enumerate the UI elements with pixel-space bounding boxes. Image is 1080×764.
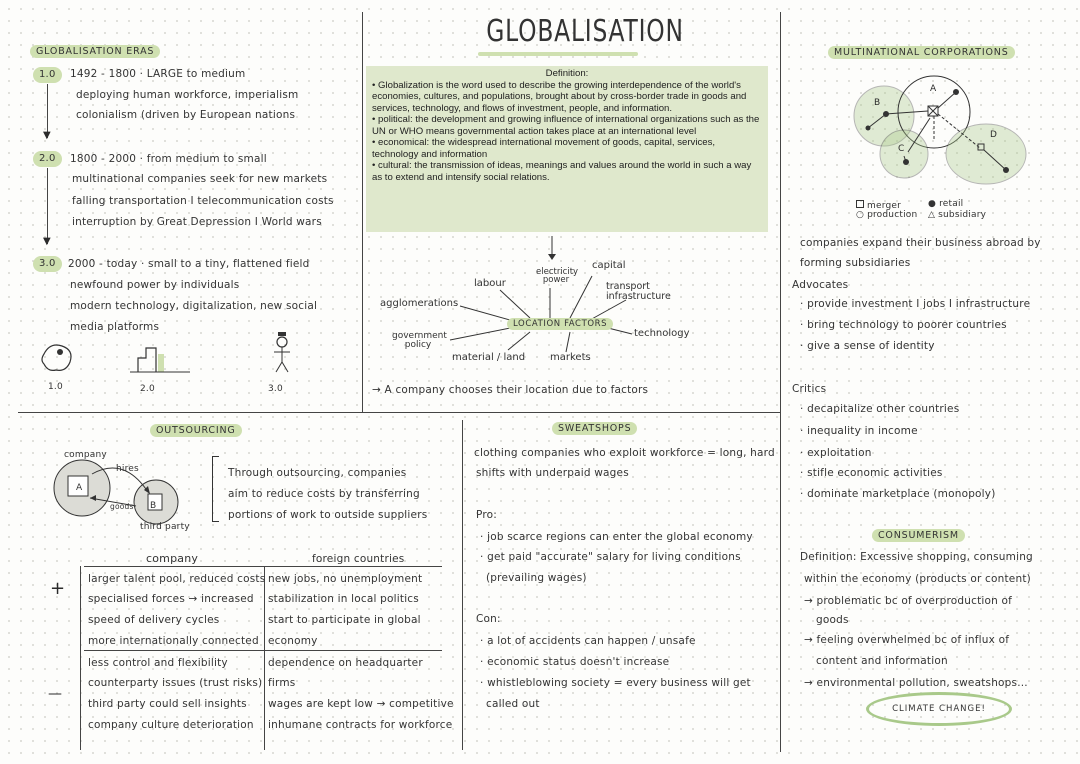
mnc-critics: Critics	[792, 383, 827, 395]
mnc-adv-1: · provide investment I jobs I infrastructure	[800, 298, 1031, 310]
era-1-line1: 1492 - 1800 · LARGE to medium	[70, 68, 246, 80]
minus-sign: —	[48, 686, 62, 702]
era-2-line2: multinational companies seek for new markets	[72, 173, 328, 185]
divider-bottom	[462, 420, 463, 750]
legend-retail: ● retail	[928, 199, 964, 209]
col-company: company	[146, 552, 199, 565]
sketch-label-1: 1.0	[48, 382, 63, 392]
mnc-crit-2: · inequality in income	[800, 425, 918, 437]
consumerism-line5: → feeling overwhelmed bc of influx of	[804, 634, 1010, 646]
definition-economical: • economical: the widespread international movement of goods, capital, services, technology and information	[372, 137, 716, 160]
sweatshops-pro-2: · get paid "accurate" salary for living conditions	[480, 551, 741, 563]
outsourcing-company-label: company	[64, 450, 107, 460]
arrow-down-icon: ▼	[43, 236, 51, 247]
era-3-line1: 2000 - today · small to a tiny, flattened field	[68, 258, 310, 270]
outsourcing-desc-2: aim to reduce costs by transferring	[228, 488, 420, 500]
definition-political: • political: the development and growing influence of international organizations such as the UN or WHO means governmental action takes place at an international level	[372, 114, 760, 137]
plus-sign: +	[50, 578, 66, 599]
outsourcing-node-a: A	[76, 483, 83, 493]
outsourcing-third-label: third party	[140, 522, 190, 532]
title-underline	[478, 52, 638, 56]
sweatshops-con-4: called out	[486, 698, 540, 710]
legend-merger: merger	[856, 200, 901, 211]
legend-production: ○ production	[856, 210, 918, 220]
pro-company-1: larger talent pool, reduced costs	[88, 573, 266, 585]
con-foreign-4: inhumane contracts for workforce	[268, 719, 453, 731]
location-factors-center: LOCATION FACTORS	[507, 318, 613, 330]
definition-title: Definition:	[545, 68, 589, 79]
pro-company-2: specialised forces → increased	[88, 593, 254, 605]
factor-agglomerations: agglomerations	[380, 298, 459, 309]
era-1-line3: colonialism (driven by European nations	[76, 109, 296, 121]
mnc-crit-3: · exploitation	[800, 447, 872, 459]
arrow-down-icon: ▼	[43, 130, 51, 141]
consumerism-line2: within the economy (products or content)	[804, 573, 1031, 585]
pro-foreign-1: new jobs, no unemployment	[268, 573, 423, 585]
divider-middle	[18, 412, 780, 413]
con-company-2: counterparty issues (trust risks)	[88, 677, 263, 689]
era-sketches	[30, 330, 330, 390]
era-2-badge: 2.0	[33, 151, 62, 167]
consumerism-line7: → environmental pollution, sweatshops...	[804, 677, 1028, 689]
table-top-line	[84, 566, 442, 567]
con-company-3: third party could sell insights	[88, 698, 247, 710]
era-1-badge: 1.0	[33, 67, 62, 83]
sketch-label-2: 2.0	[140, 384, 155, 394]
sweatshops-pro: Pro:	[476, 509, 497, 521]
mnc-heading: MULTINATIONAL CORPORATIONS	[828, 46, 1015, 59]
factor-material: material / land	[452, 352, 526, 363]
con-company-1: less control and flexibility	[88, 657, 228, 669]
outsourcing-desc-3: portions of work to outside suppliers	[228, 509, 428, 521]
sweatshops-con-2: · economic status doesn't increase	[480, 656, 670, 668]
outsourcing-bracket	[212, 456, 219, 522]
mnc-line1: companies expand their business abroad by	[800, 237, 1041, 249]
outsourcing-node-b: B	[150, 501, 157, 511]
factor-technology: technology	[634, 328, 690, 339]
sketch-label-3: 3.0	[268, 384, 283, 394]
pro-foreign-4: economy	[268, 635, 318, 647]
era-2-line4: interruption by Great Depression I World wars	[72, 216, 322, 228]
outsourcing-hires-label: hires	[116, 464, 139, 474]
era-1-line2: deploying human workforce, imperialism	[76, 89, 299, 101]
consumerism-line4: goods	[816, 614, 849, 626]
era-arrow-2	[47, 168, 48, 244]
consumerism-line6: content and information	[816, 655, 948, 667]
definition-box	[366, 66, 768, 232]
con-company-4: company culture deterioration	[88, 719, 254, 731]
era-2-line3: falling transportation I telecommunication costs	[72, 195, 334, 207]
era-3-line3: modern technology, digitalization, new social	[70, 300, 318, 312]
mnc-crit-4: · stifle economic activities	[800, 467, 943, 479]
pro-foreign-3: start to participate in global	[268, 614, 421, 626]
outsourcing-goods-label: goods	[110, 502, 134, 511]
sweatshops-con-1: · a lot of accidents can happen / unsafe	[480, 635, 696, 647]
outsourcing-heading: OUTSOURCING	[150, 424, 242, 437]
mnc-crit-1: · decapitalize other countries	[800, 403, 960, 415]
pro-company-3: speed of delivery cycles	[88, 614, 220, 626]
mnc-crit-5: · dominate marketplace (monopoly)	[800, 488, 996, 500]
eras-heading: GLOBALISATION ERAS	[30, 45, 160, 58]
definition-general: • Globalization is the word used to describe the growing interdependence of the world's economies, cultures, and populations, brought about by cross-border trade in goods and services, technology, and flows of investment, people, and information.	[372, 79, 747, 114]
mnc-node-d: D	[990, 130, 997, 140]
climate-change-badge: CLIMATE CHANGE!	[866, 692, 1012, 726]
pro-company-4: more internationally connected	[88, 635, 259, 647]
col-foreign: foreign countries	[312, 553, 405, 565]
definition-cultural: • cultural: the transmission of ideas, meanings and values around the world in such a way as to extend and intensify social relations.	[372, 160, 752, 183]
mnc-node-b: B	[874, 98, 881, 108]
page-title: GLOBALISATION	[486, 14, 684, 49]
legend-subsidiary: △ subsidiary	[928, 210, 987, 220]
sweatshops-con: Con:	[476, 613, 501, 625]
sweatshops-heading: SWEATSHOPS	[552, 422, 637, 435]
sweatshops-line2: shifts with underpaid wages	[476, 467, 629, 479]
mnc-advocates: Advocates	[792, 279, 849, 291]
era-3-line4: media platforms	[70, 321, 160, 333]
divider-left	[362, 12, 363, 412]
factor-transport: transport infrastructure	[606, 281, 671, 302]
con-foreign-1: dependence on headquarter	[268, 657, 423, 669]
factor-capital: capital	[592, 260, 626, 271]
outsourcing-desc-1: Through outsourcing, companies	[228, 467, 407, 479]
location-note: → A company chooses their location due to factors	[372, 384, 649, 396]
factor-government: government policy	[392, 331, 447, 350]
table-col-divider	[264, 566, 265, 750]
consumerism-line3: → problematic bc of overproduction of	[804, 595, 1013, 607]
mnc-node-a: A	[930, 84, 937, 94]
sweatshops-line1: clothing companies who exploit workforce = long, hard	[474, 447, 775, 459]
mnc-node-c: C	[898, 144, 905, 154]
mnc-line2: forming subsidiaries	[800, 257, 911, 269]
table-mid-line	[84, 650, 442, 651]
divider-right	[780, 12, 781, 752]
era-3-badge: 3.0	[33, 256, 62, 272]
sweatshops-pro-1: · job scarce regions can enter the global economy	[480, 531, 753, 543]
factor-labour: labour	[474, 278, 506, 289]
mnc-diagram	[846, 74, 1036, 212]
consumerism-heading: CONSUMERISM	[872, 529, 965, 542]
table-left-border	[80, 566, 81, 750]
sweatshops-pro-3: (prevailing wages)	[486, 572, 587, 584]
consumerism-line1: Definition: Excessive shopping, consuming	[800, 551, 1033, 563]
con-foreign-2: firms	[268, 677, 296, 689]
factor-electricity: electricity power	[536, 267, 579, 285]
mnc-adv-2: · bring technology to poorer countries	[800, 319, 1007, 331]
con-foreign-3: wages are kept low → competitive	[268, 698, 454, 710]
mnc-adv-3: · give a sense of identity	[800, 340, 935, 352]
sweatshops-con-3: · whistleblowing society = every business will get	[480, 677, 751, 689]
pro-foreign-2: stabilization in local politics	[268, 593, 419, 605]
factor-markets: markets	[550, 352, 591, 363]
era-2-line1: 1800 - 2000 · from medium to small	[70, 153, 267, 165]
era-3-line2: newfound power by individuals	[70, 279, 240, 291]
